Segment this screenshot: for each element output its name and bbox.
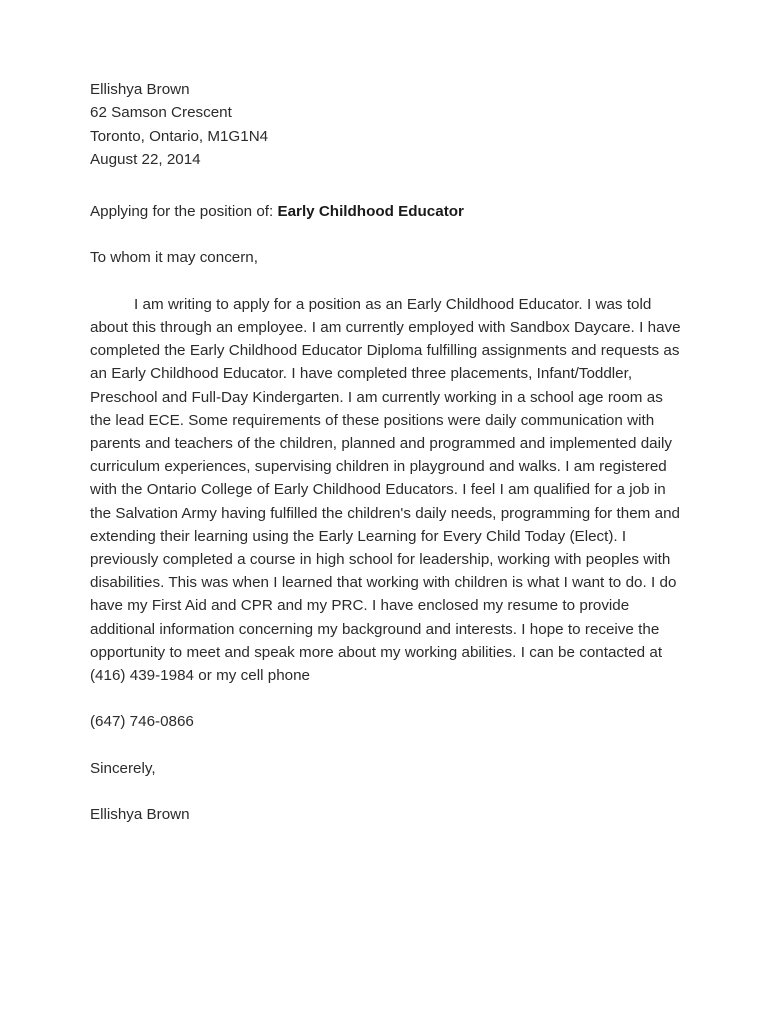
sender-street: 62 Samson Crescent xyxy=(90,104,232,122)
cell-phone-number: (647) 746-0866 xyxy=(90,713,194,731)
sender-address-block xyxy=(90,78,680,171)
subject-label: Applying for the position of: xyxy=(90,203,274,221)
closing-valediction: Sincerely, xyxy=(90,759,156,777)
salutation: To whom it may concern, xyxy=(90,249,258,267)
signature-name: Ellishya Brown xyxy=(90,805,190,823)
sender-city-province-postal: Toronto, Ontario, M1G1N4 xyxy=(90,127,269,145)
letter-content xyxy=(90,78,680,826)
body-paragraph: I am writing to apply for a position as an Early Childhood Educator. I was told about this through an employee. I am currently employed with Sandbox Daycare. I have completed the Early Childhood Educator Diploma fulfilling assignments and requests as an Early Childhood Educator. I have completed three placements, Infant/Toddler, Preschool and Full-Day Kindergarten. I am currently working in a school age room as the lead ECE. Some requirements of these positions were daily communication with parents and teachers of the children, planned and programmed and implemented daily curriculum experiences, supervising children in playground and walks. I am registered with the Ontario College of Early Childhood Educators. I feel I am qualified for a job in the Salvation Army having fulfilled the children's daily needs, programming for them and extending their learning using the Early Learning for Every Child Today (Elect). I previously completed a course in high school for leadership, working with peoples with disabilities. This was when I learned that working with children is what I want to do. I do have my First Aid and CPR and my PRC. I have enclosed my resume to provide additional information concerning my background and interests. I hope to receive the opportunity to meet and speak more about my working abilities. I can be contacted at (416) 439-1984 or my cell phone xyxy=(90,295,681,685)
letter-date: August 22, 2014 xyxy=(90,150,201,168)
subject-position: Early Childhood Educator xyxy=(277,203,464,221)
subject-line xyxy=(90,200,680,223)
sender-name: Ellishya Brown xyxy=(90,81,190,98)
